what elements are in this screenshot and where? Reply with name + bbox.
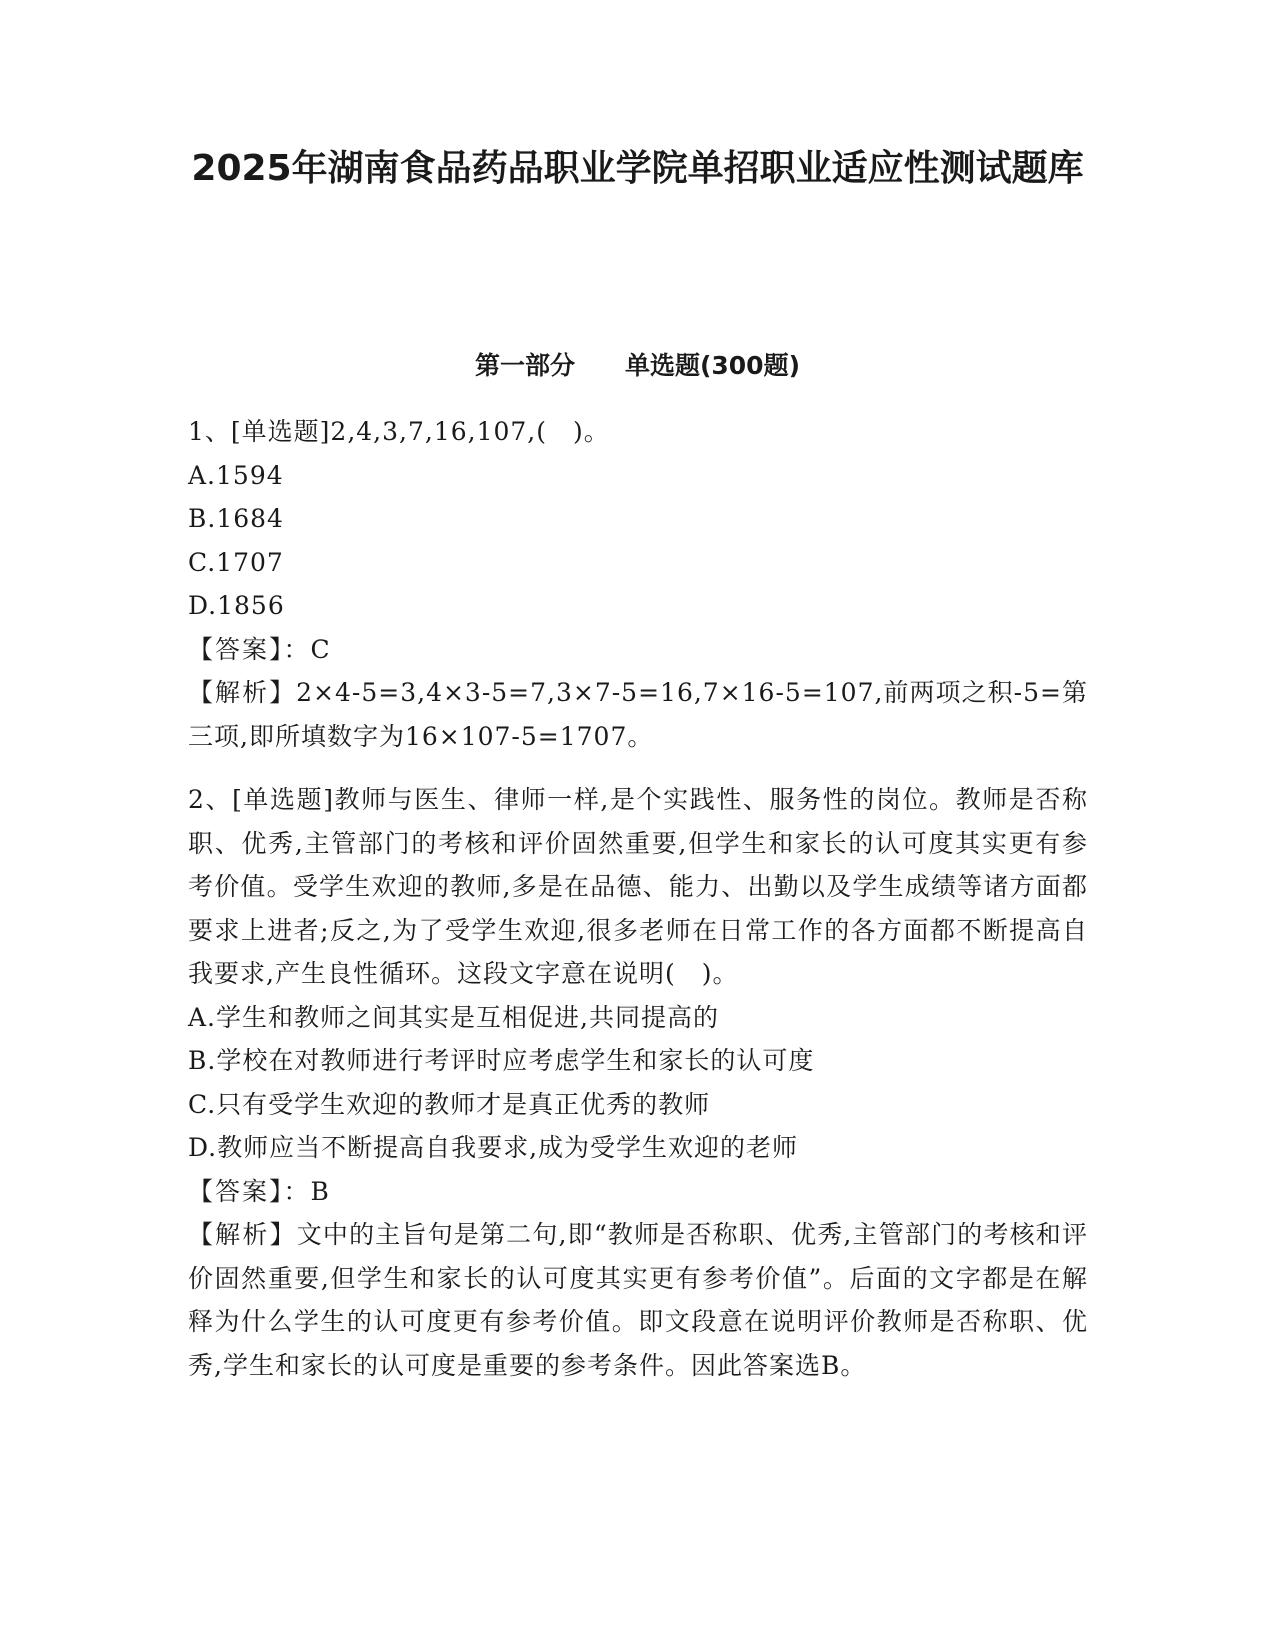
analysis-paragraph bbox=[188, 671, 1088, 758]
document-title: 2025年湖南食品药品职业学院单招职业适应性测试题库 bbox=[191, 148, 1084, 189]
answer-value: C bbox=[310, 634, 331, 664]
question-stem: 1、[单选题]2,4,3,7,16,107,( )。 bbox=[188, 417, 610, 446]
analysis-label: 【解析】 bbox=[188, 1220, 297, 1249]
question-spacer bbox=[188, 758, 1088, 778]
option-b: B.1684 bbox=[188, 504, 284, 533]
option-b: B.学校在对教师进行考评时应考虑学生和家长的认可度 bbox=[188, 1046, 815, 1075]
analysis-text: 2×4-5=3,4×3-5=7,3×7-5=16,7×16-5=107,前两项之积-5=第三项,即所填数字为16×107-5=1707。 bbox=[188, 678, 1088, 751]
answer-line bbox=[188, 1170, 1088, 1214]
option-c: C.只有受学生欢迎的教师才是真正优秀的教师 bbox=[188, 1089, 711, 1119]
option-d: D.1856 bbox=[188, 591, 285, 620]
option-c: C.1707 bbox=[188, 547, 284, 577]
option-a: A.1594 bbox=[188, 460, 284, 490]
question-list bbox=[188, 410, 1088, 1387]
answer-label: 【答案】： bbox=[188, 1176, 311, 1206]
answer-line bbox=[188, 628, 1088, 672]
option-a: A.学生和教师之间其实是互相促进,共同提高的 bbox=[188, 1002, 719, 1032]
analysis-paragraph bbox=[188, 1213, 1088, 1387]
answer-value: B bbox=[310, 1176, 330, 1206]
question-item bbox=[188, 410, 1088, 758]
analysis-text: 文中的主旨句是第二句,即“教师是否称职、优秀,主管部门的考核和评价固然重要,但学生和家长的认可度其实更有参考价值”。后面的文字都是在解释为什么学生的认可度更有参考价值。即文段意在说明评价教师是否称职、优秀,学生和家长的认可度是重要的参考条件。因此答案选B。 bbox=[188, 1220, 1088, 1380]
question-item bbox=[188, 778, 1088, 1387]
analysis-label: 【解析】 bbox=[188, 678, 297, 707]
answer-label: 【答案】： bbox=[188, 634, 311, 664]
section-title: 第一部分 单选题(300题) bbox=[474, 351, 801, 380]
question-stem: 2、[单选题]教师与医生、律师一样,是个实践性、服务性的岗位。教师是否称职、优秀,主管部门的考核和评价固然重要,但学生和家长的认可度其实更有参考价值。受学生欢迎的教师,多是在品德、能力、出勤以及学生成绩等诸方面都要求上进者;反之,为了受学生欢迎,很多老师在日常工作的各方面都不断提高自我要求,产生良性循环。这段文字意在说明( )。 bbox=[188, 785, 1088, 988]
option-d: D.教师应当不断提高自我要求,成为受学生欢迎的老师 bbox=[188, 1133, 799, 1162]
